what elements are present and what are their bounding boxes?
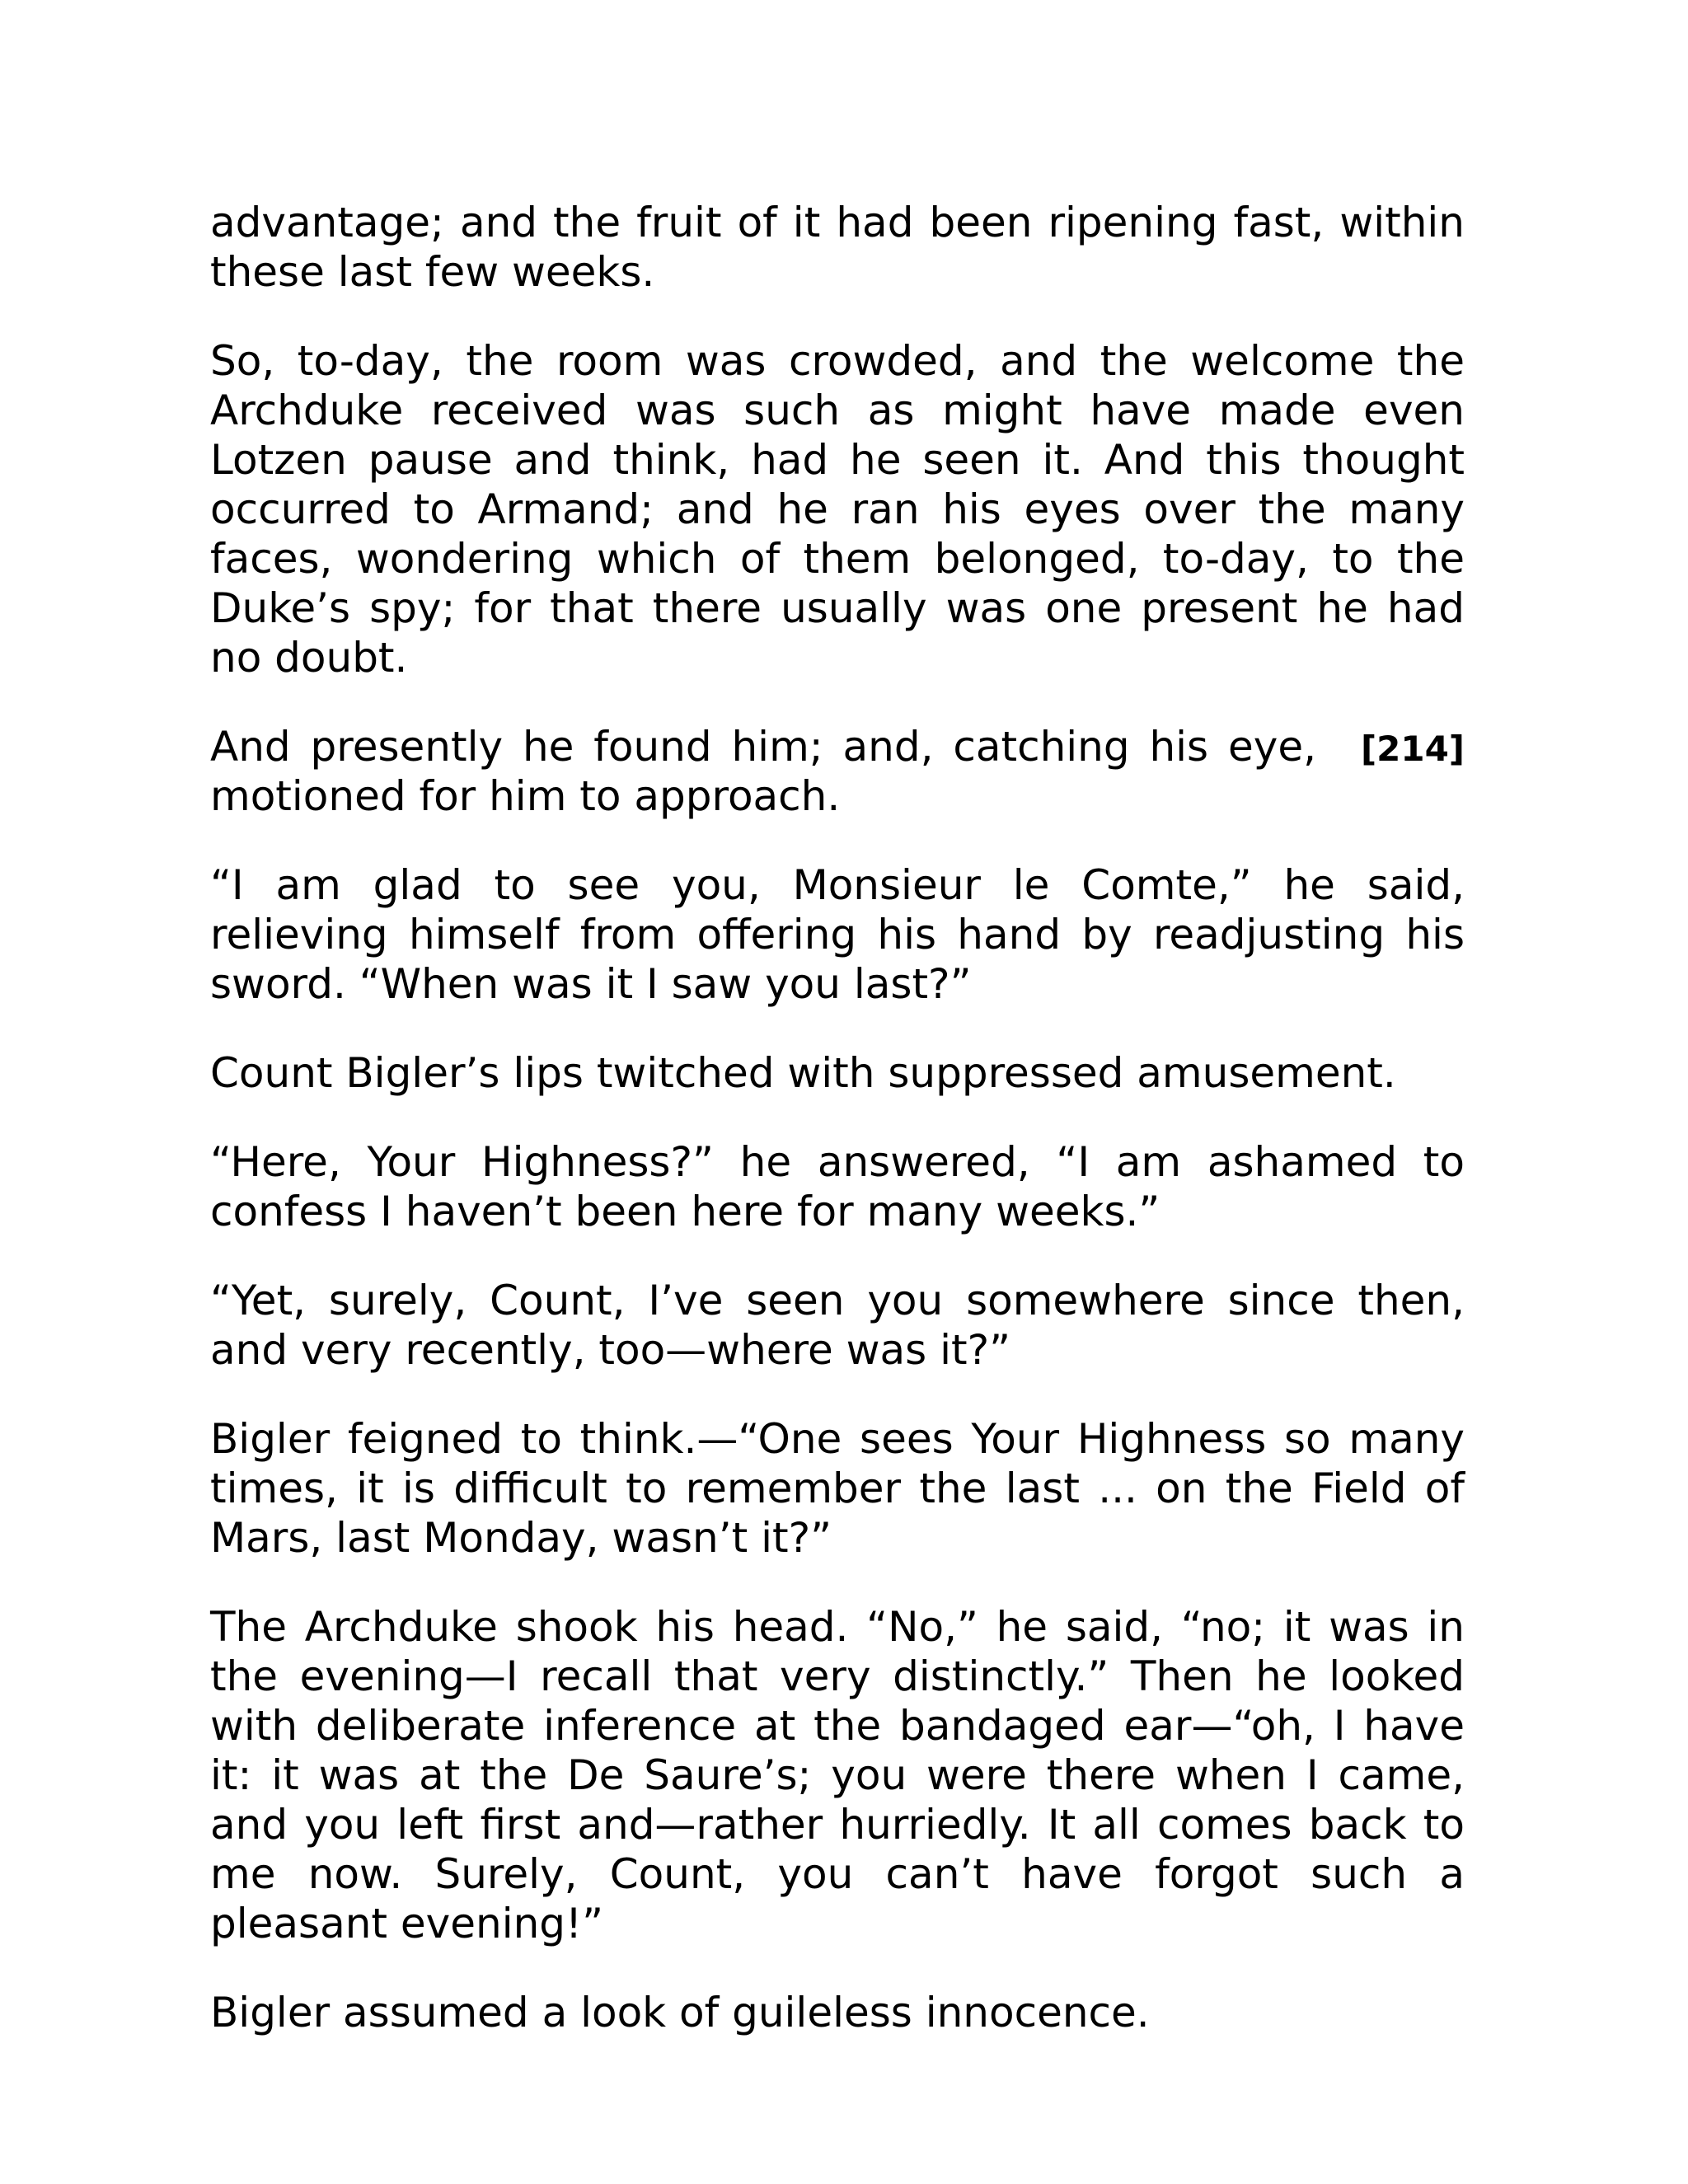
paragraph-1: advantage; and the fruit of it had been ripening fast, within these last few weeks.	[210, 199, 1465, 296]
page-number-marker: [214]	[1360, 729, 1465, 769]
page-body	[210, 198, 1465, 2037]
paragraph-4: “I am glad to see you, Monsieur le Comte,” he said, relieving himself from offering his hand by readjusting his sword. “When was it I saw you last?”	[210, 861, 1465, 1008]
paragraph-9: The Archduke shook his head. “No,” he said, “no; it was in the evening—I recall that very distinctly.” Then he looked with deliberate inference at the bandaged ear—“oh, I have it: it was at the De Saure’s; you were there when I came, and you left first and—rather hurriedly. It all comes back to me now. Surely, Count, you can’t have forgot such a pleasant evening!”	[210, 1603, 1465, 1947]
paragraph-2: So, to-day, the room was crowded, and the welcome the Archduke received was such as might have made even Lotzen pause and think, had he seen it. And this thought occurred to Armand; and he ran his eyes over the many faces, wondering which of them belonged, to-day, to the Duke’s spy; for that there usually was one present he had no doubt.	[210, 337, 1465, 682]
paragraph-8: Bigler feigned to think.—“One sees Your Highness so many times, it is difficult to remember the last ... on the Field of Mars, last Monday, wasn’t it?”	[210, 1415, 1465, 1562]
paragraph-10: Bigler assumed a look of guileless innocence.	[210, 1989, 1150, 2036]
paragraph-6: “Here, Your Highness?” he answered, “I am ashamed to confess I haven’t been here for many weeks.”	[210, 1138, 1465, 1235]
paragraph-3: And presently he found him; and, catching his eye, motioned for him to approach.	[210, 723, 1316, 820]
paragraph-3-container	[210, 722, 1465, 821]
paragraph-7: “Yet, surely, Count, I’ve seen you somewhere since then, and very recently, too—where was it?”	[210, 1277, 1465, 1374]
paragraph-5: Count Bigler’s lips twitched with suppressed amusement.	[210, 1049, 1396, 1097]
